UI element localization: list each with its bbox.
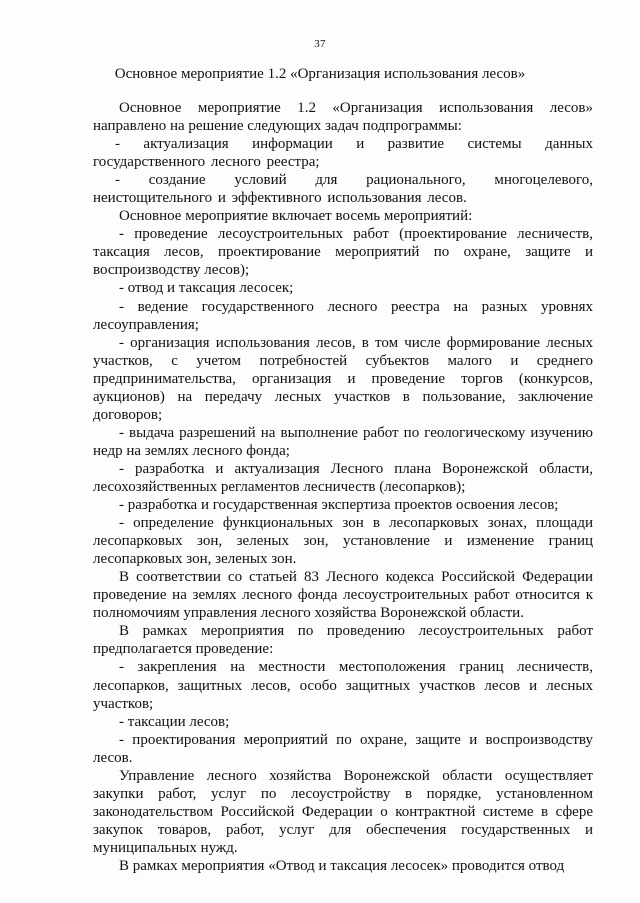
list-item-activity-1: - проведение лесоустроительных работ (проектирование лесничеств, таксация лесов, проектирование мероприятий по охране, защите и воспроизводству лесов); xyxy=(93,226,593,279)
list-item-task-2: - создание условий для рационального, многоцелевого, неистощительного и эффективного использования лесов. xyxy=(93,172,593,207)
list-item-work-3: - проектирования мероприятий по охране, защите и воспроизводству лесов. xyxy=(93,731,593,766)
list-item-activity-8: - определение функциональных зон в лесопарковых зонах, площади лесопарковых зон, зеленых зон, установление и изменение границ лесопарковых зон, зеленых зон. xyxy=(93,515,593,568)
list-item-activity-3: - ведение государственного лесного реестра на разных уровнях лесоуправления; xyxy=(93,298,593,333)
paragraph-allotment: В рамках мероприятия «Отвод и таксация лесосек» проводится отвод xyxy=(119,857,565,874)
paragraph-intro: Основное мероприятие 1.2 «Организация использования лесов» направлено на решение следующих задач подпрограммы: xyxy=(93,100,593,135)
page-number: 37 xyxy=(314,38,326,50)
list-item-work-2: - таксации лесов; xyxy=(119,713,230,730)
section-heading: Основное мероприятие 1.2 «Организация использования лесов» xyxy=(114,66,526,82)
list-item-work-1: - закрепления на местности местоположения границ лесничеств, лесопарков, защитных лесов, особо защитных участков лесов и лесных участков; xyxy=(93,659,593,712)
document-body xyxy=(93,99,593,875)
list-item-task-1: - актуализация информации и развитие системы данных государственного лесного реестра; xyxy=(93,136,593,171)
paragraph-procurement: Управление лесного хозяйства Воронежской области осуществляет закупки работ, услуг по лесоустройству в порядке, установленном законодательством Российской Федерации о контрактной системе в сфере закупок товаров, работ, услуг для обеспечения государственных и муниципальных нужд. xyxy=(93,767,593,856)
paragraph-article-83: В соответствии со статьей 83 Лесного кодекса Российской Федерации проведение на землях лесного фонда лесоустроительных работ относится к полномочиям управления лесного хозяйства Воронежской области. xyxy=(93,569,593,622)
list-item-activity-2: - отвод и таксация лесосек; xyxy=(119,280,294,297)
list-item-activity-5: - выдача разрешений на выполнение работ по геологическому изучению недр на землях лесного фонда; xyxy=(93,424,593,459)
list-item-activity-7: - разработка и государственная экспертиза проектов освоения лесов; xyxy=(119,497,559,514)
paragraph-activities-intro: Основное мероприятие включает восемь мероприятий: xyxy=(119,208,473,225)
list-item-activity-4: - организация использования лесов, в том числе формирование лесных участков, с учетом потребностей субъектов малого и среднего предпринимательства, организация и проведение торгов (конкурсов, аукционов) на передачу лесных участков в пользование, заключение договоров; xyxy=(93,334,593,423)
list-item-activity-6: - разработка и актуализация Лесного плана Воронежской области, лесохозяйственных регламентов лесничеств (лесопарков); xyxy=(93,460,593,495)
paragraph-forest-works: В рамках мероприятия по проведению лесоустроительных работ предполагается проведение: xyxy=(93,623,593,658)
